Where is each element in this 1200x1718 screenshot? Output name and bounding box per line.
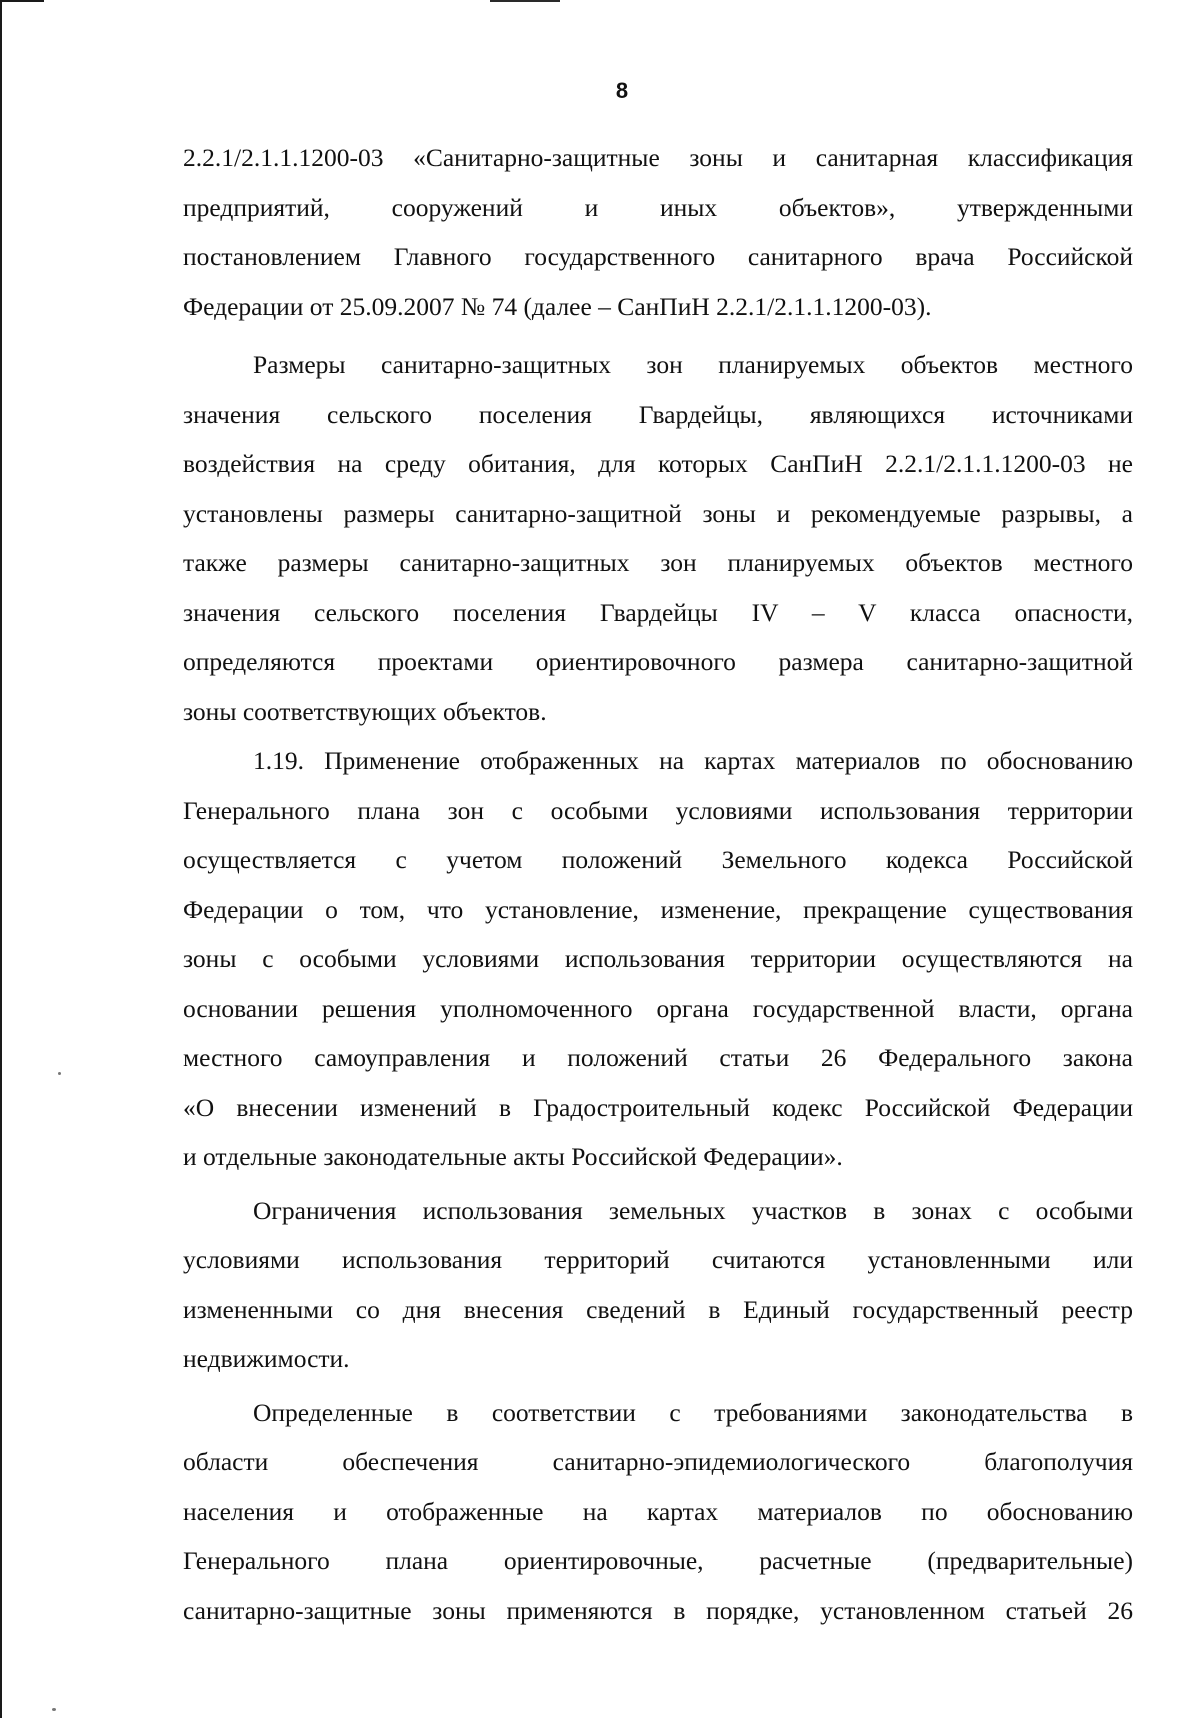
text-line: осуществляется с учетом положений Земельного кодекса Российской (183, 845, 1133, 874)
text-line: и отдельные законодательные акты Российской Федерации». (183, 1142, 843, 1171)
text-line: «О внесении изменений в Градостроительный кодекс Российской Федерации (183, 1092, 1133, 1122)
paragraph (183, 1186, 1133, 1384)
text-line: Определенные в соответствии с требованиями законодательства в (253, 1397, 1133, 1427)
paragraph (183, 133, 1133, 331)
page-number: 8 (615, 78, 629, 103)
text-line: условиями использования территорий считаются установленными или (183, 1245, 1133, 1274)
scan-edge-top (0, 0, 44, 2)
paragraph (183, 340, 1133, 736)
text-line: 2.2.1/2.1.1.1200-03 «Санитарно-защитные зоны и санитарная классификация (183, 143, 1133, 172)
paragraph (183, 736, 1133, 1182)
text-line: значения сельского поселения Гвардейцы IV – V класса опасности, (183, 597, 1133, 627)
text-line: определяются проектами ориентировочного размера санитарно-защитной (183, 647, 1133, 676)
text-line: Размеры санитарно-защитных зон планируемых объектов местного (253, 350, 1133, 379)
text-line: Федерации о том, что установление, изменение, прекращение существования (183, 894, 1133, 924)
text-line: Генерального плана зон с особыми условиями использования территории (183, 795, 1133, 825)
text-line: населения и отображенные на картах материалов по обоснованию (183, 1496, 1133, 1526)
text-line: Федерации от 25.09.2007 № 74 (далее – СанПиН 2.2.1/2.1.1.1200-03). (183, 291, 932, 321)
scan-edge-top-fragment (490, 0, 560, 2)
text-line: постановлением Главного государственного санитарного врача Российской (183, 242, 1133, 271)
text-line: также размеры санитарно-защитных зон планируемых объектов местного (183, 548, 1133, 577)
text-line: недвижимости. (183, 1344, 350, 1373)
scan-speck (58, 1072, 61, 1075)
text-line: установлены размеры санитарно-защитной зоны и рекомендуемые разрывы, а (183, 498, 1133, 528)
text-line: местного самоуправления и положений статьи 26 Федерального закона (183, 1043, 1133, 1072)
text-line: предприятий, сооружений и иных объектов», утвержденными (183, 192, 1133, 222)
text-line: значения сельского поселения Гвардейцы, являющихся источниками (183, 399, 1133, 429)
text-line: измененными со дня внесения сведений в Единый государственный реестр (183, 1294, 1133, 1324)
scan-speck (52, 1708, 56, 1711)
text-line: зоны с особыми условиями использования территории осуществляются на (183, 944, 1133, 973)
paragraph (183, 1388, 1133, 1636)
text-line: зоны соответствующих объектов. (183, 696, 547, 726)
text-line: Ограничения использования земельных участков в зонах с особыми (253, 1195, 1133, 1225)
document-body (183, 133, 1133, 1635)
text-line: Генерального плана ориентировочные, расчетные (предварительные) (183, 1546, 1133, 1575)
text-line: области обеспечения санитарно-эпидемиологического благополучия (183, 1447, 1133, 1476)
text-line: воздействия на среду обитания, для которых СанПиН 2.2.1/2.1.1.1200-03 не (183, 449, 1133, 478)
text-line: основании решения уполномоченного органа государственной власти, органа (183, 993, 1133, 1023)
scan-edge-left (0, 0, 2, 1718)
text-line: санитарно-защитные зоны применяются в порядке, установленном статьей 26 (183, 1595, 1133, 1625)
text-line: 1.19. Применение отображенных на картах материалов по обоснованию (253, 746, 1133, 775)
